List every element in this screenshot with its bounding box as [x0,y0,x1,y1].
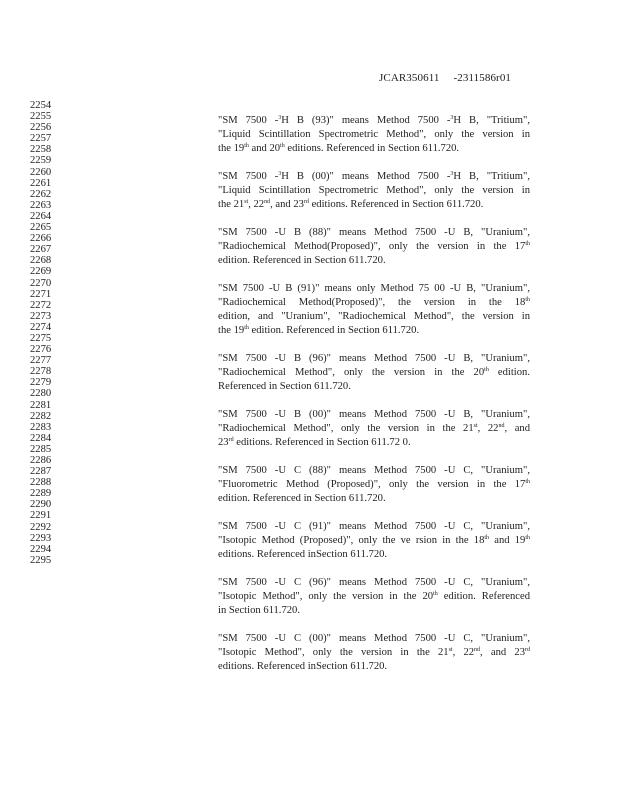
definition-line: "SM 7500 -U C (91)" means Method 7500 -U C, "Uranium", [218,521,530,532]
document-revision: -2311586r01 [453,72,512,84]
definition-line: "Fluorometric Method (Proposed)", only the version in the 17th [218,478,530,490]
line-number: 2257 [30,133,52,145]
line-number: 2259 [30,155,52,167]
line-number: 2263 [30,199,52,211]
line-number: 2285 [30,443,52,455]
line-number: 2277 [30,355,52,367]
definition-entry [218,576,530,618]
line-number: 2284 [30,432,52,444]
line-number: 2272 [30,299,52,311]
definition-entry [218,170,530,212]
line-number: 2281 [30,399,52,411]
line-number: 2254 [30,100,52,111]
line-number: 2293 [30,532,52,544]
line-number: 2265 [30,222,52,234]
definition-line: "SM 7500 -U C (88)" means Method 7500 -U C, "Uranium", [218,465,530,476]
definition-line: "Isotopic Method", only the version in the 21st, 22nd, and 23rd [218,646,530,658]
definition-line: "SM 7500 -U B (00)" means Method 7500 -U B, "Uranium", [218,409,530,420]
definition-entry [218,632,530,674]
definition-line: Referenced in Section 611.720. [218,380,351,392]
definition-line: "SM 7500 -U B (91)" means only Method 75 00 -U B, "Uranium", [218,283,530,294]
line-number: 2279 [30,377,52,389]
line-number: 2269 [30,266,52,278]
definition-line: the 21st, 22nd, and 23rd editions. Referenced in Section 611.720. [218,198,484,210]
line-number: 2273 [30,310,52,322]
definition-line: editions. Referenced inSection 611.720. [218,548,388,560]
line-number: 2288 [30,477,52,489]
line-number: 2289 [30,488,52,500]
definition-line: "Isotopic Method (Proposed)", only the ve rsion in the 18th and 19th [218,534,530,546]
definition-line: 23rd editions. Referenced in Section 611.72 0. [218,436,411,448]
line-number: 2264 [30,210,52,222]
definition-line: edition. Referenced in Section 611.720. [218,492,386,504]
definition-line: edition, and "Uranium", "Radiochemical Method", the version in [218,310,530,322]
line-number: 2261 [30,177,52,189]
line-number: 2295 [30,554,52,566]
line-number: 2255 [30,111,52,123]
definition-line: "SM 7500 -$^3$H B (00)" means Method 7500 -$^3$H B, "Tritium", [218,171,530,182]
definition-line: "Radiochemical Method(Proposed)", the version in the 18th [218,296,530,308]
line-number: 2291 [30,510,52,522]
definition-entry [218,114,530,156]
definition-line: editions. Referenced inSection 611.720. [218,660,388,672]
definition-line: "SM 7500 -U B (96)" means Method 7500 -U B, "Uranium", [218,353,530,364]
line-number: 2283 [30,421,52,433]
line-number: 2278 [30,366,52,378]
definition-entry [218,520,530,562]
definition-line: "SM 7500 -$^3$H B (93)" means Method 7500 -$^3$H B, "Tritium", [218,115,530,126]
line-number-column [30,100,70,566]
line-number: 2282 [30,410,52,422]
definition-line: "Isotopic Method", only the version in the 20th edition. Referenced [218,590,530,602]
definition-line: "Radiochemical Method", only the version in the 20th edition. [218,366,530,378]
line-number: 2267 [30,244,52,256]
line-number: 2260 [30,166,52,178]
line-number: 2292 [30,521,52,533]
line-number: 2262 [30,188,52,200]
definition-line: "Liquid Scintillation Spectrometric Method", only the version in [218,184,530,196]
line-number: 2286 [30,455,52,466]
line-number: 2271 [30,288,52,300]
definition-line: "Radiochemical Method(Proposed)", only the version in the 17th [218,240,530,252]
definition-line: "Radiochemical Method", only the version in the 21st, 22nd, and [218,422,530,434]
definition-line: edition. Referenced in Section 611.720. [218,254,386,266]
definition-line: the 19th and 20th editions. Referenced in Section 611.720. [218,142,460,154]
definition-entry [218,464,530,506]
line-number: 2270 [30,277,52,289]
line-number: 2258 [30,144,52,156]
definition-line: in Section 611.720. [218,604,300,616]
line-number: 2287 [30,466,52,478]
definition-entry [218,282,530,338]
definition-entry [218,352,530,394]
definition-entry [218,226,530,268]
document-id: JCAR350611 [379,72,440,84]
line-number: 2268 [30,255,52,267]
definition-line: "SM 7500 -U C (96)" means Method 7500 -U C, "Uranium", [218,577,530,588]
line-number: 2275 [30,332,52,344]
definition-line: "Liquid Scintillation Spectrometric Method", only the version in [218,128,530,140]
line-number: 2276 [30,344,52,356]
definition-line: the 19th edition. Referenced in Section 611.720. [218,324,420,336]
line-number: 2280 [30,388,52,400]
line-number: 2256 [30,122,52,134]
line-number: 2290 [30,499,52,511]
definition-line: "SM 7500 -U C (00)" means Method 7500 -U C, "Uranium", [218,633,530,644]
line-number: 2294 [30,543,52,555]
definition-entry [218,408,530,450]
line-number: 2274 [30,321,52,333]
line-number: 2266 [30,233,52,245]
document-header [379,72,511,84]
definition-line: "SM 7500 -U B (88)" means Method 7500 -U B, "Uranium", [218,227,530,238]
